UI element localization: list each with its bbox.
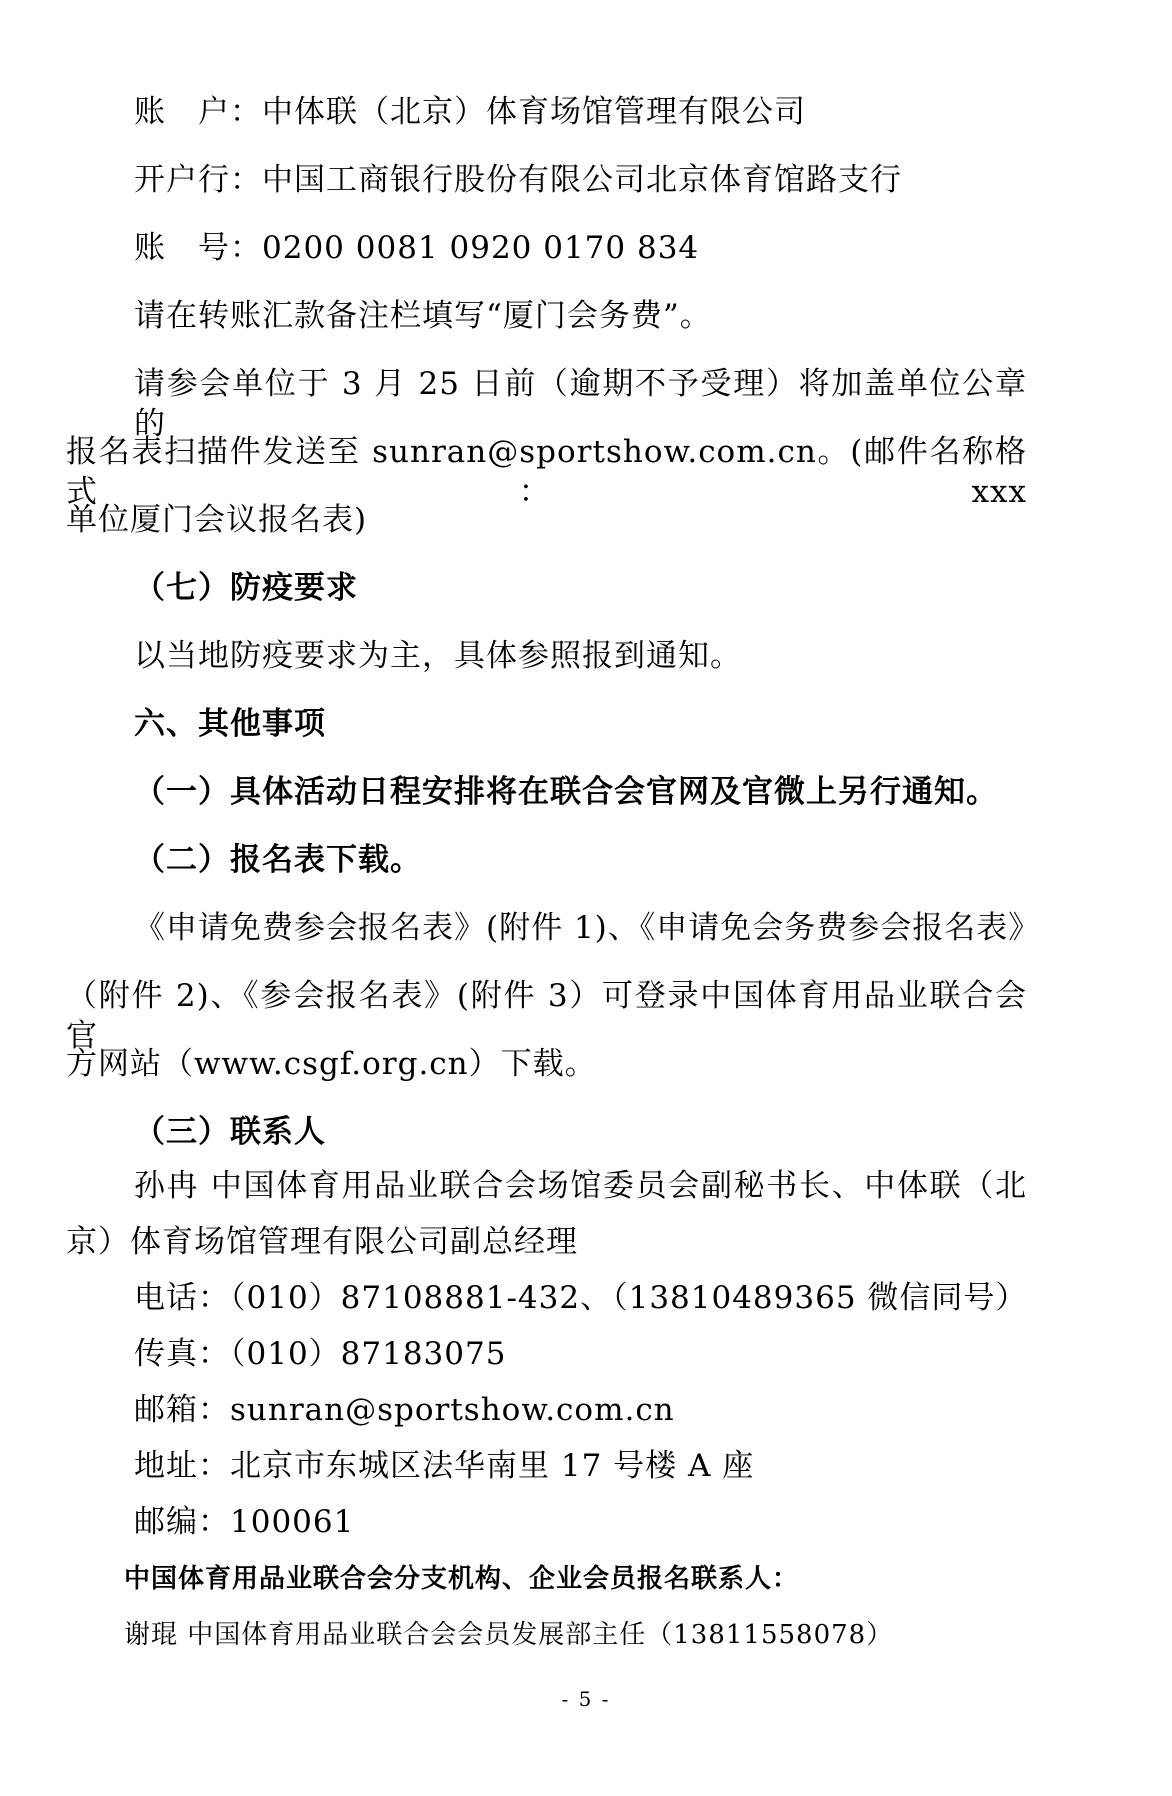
- section-6-heading: 六、其他事项: [134, 706, 326, 742]
- account-number: 账 号：0200 0081 0920 0170 834: [134, 230, 700, 266]
- contact-fax: 传真：（010）87183075: [134, 1336, 507, 1372]
- submission-line-1: 请参会单位于 3 月 25 日前（逾期不予受理）将加盖单位公章的: [134, 366, 1027, 442]
- contact-phone: 电话：（010）87108881-432、（13810489365 微信同号）: [134, 1280, 1028, 1316]
- download-line-2: （附件 2)、《参会报名表》(附件 3）可登录中国体育用品业联合会官: [66, 978, 1027, 1054]
- member-contact-heading: 中国体育用品业联合会分支机构、企业会员报名联系人：: [124, 1564, 800, 1594]
- transfer-remark: 请在转账汇款备注栏填写“厦门会务费”。: [134, 298, 712, 334]
- contact-line-1: 孙冉 中国体育用品业联合会场馆委员会副秘书长、中体联（北: [134, 1168, 1027, 1204]
- submission-line-3: 单位厦门会议报名表): [66, 502, 368, 538]
- page-number: - 5 -: [561, 1687, 611, 1711]
- contact-email: 邮箱：sunran@sportshow.com.cn: [134, 1392, 675, 1428]
- section-6-item-1: （一）具体活动日程安排将在联合会官网及官微上另行通知。: [134, 774, 998, 810]
- download-line-3: 方网站（www.csgf.org.cn）下载。: [66, 1046, 597, 1082]
- download-line-1: 《申请免费参会报名表》(附件 1)、《申请免会务费参会报名表》: [134, 910, 1041, 946]
- section-6-item-2: （二）报名表下载。: [134, 842, 422, 878]
- account-bank: 开户行：中国工商银行股份有限公司北京体育馆路支行: [134, 162, 902, 198]
- account-name: 账 户：中体联（北京）体育场馆管理有限公司: [134, 94, 806, 130]
- contact-postcode: 邮编：100061: [134, 1504, 355, 1540]
- epidemic-text: 以当地防疫要求为主，具体参照报到通知。: [134, 638, 742, 674]
- contact-address: 地址：北京市东城区法华南里 17 号楼 A 座: [134, 1448, 755, 1484]
- section-6-item-3: （三）联系人: [134, 1114, 326, 1150]
- submission-line-2: 报名表扫描件发送至 sunran@sportshow.com.cn。(邮件名称格式：xxx: [66, 434, 1027, 510]
- member-contact-person: 谢琨 中国体育用品业联合会会员发展部主任（13811558078）: [124, 1620, 894, 1650]
- contact-line-2: 京）体育场馆管理有限公司副总经理: [66, 1224, 578, 1260]
- epidemic-heading: （七）防疫要求: [134, 570, 358, 606]
